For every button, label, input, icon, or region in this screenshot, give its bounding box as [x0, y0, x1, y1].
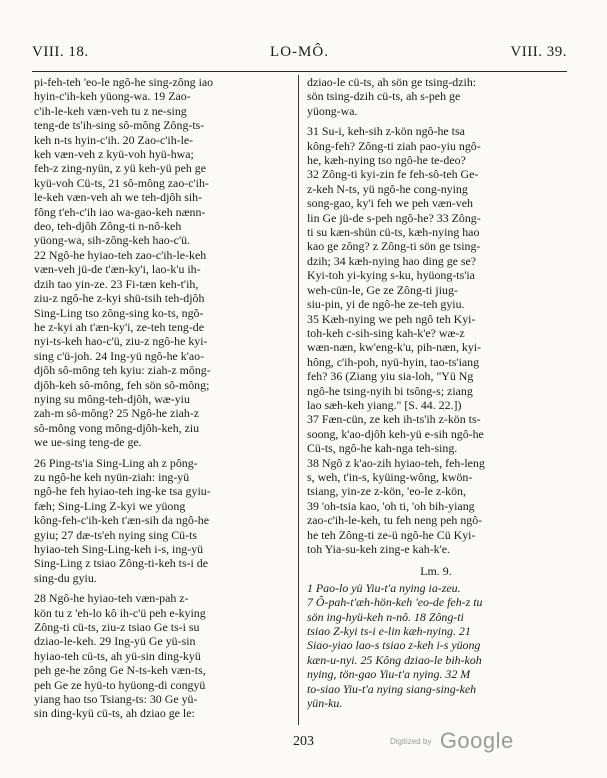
text-line: Siao-yiao lao-s tsiao z-keh i-s yüong [307, 638, 481, 653]
text-line: feh? 36 (Ziang yiu sia-loh, "Yü Ng [307, 369, 474, 384]
google-logo-text: Google [439, 728, 514, 753]
text-line: Kyi-toh yi-kying s-ku, hyüong-ts'ia [307, 268, 475, 283]
text-line: nyi-ts-keh hao-c'ü, ziu-z ngô-he kyi- [34, 334, 208, 349]
text-line: keh væn-veh z kyü-voh hyü-hwa; [34, 147, 194, 162]
text-line: feh-z zing-nyün, z yü keh-yü peh ge [34, 161, 207, 176]
left-paragraph-1 [34, 75, 290, 450]
section-heading: Lm. 9. [420, 564, 452, 579]
text-line: siu-pin, yi de ngô-he ze-teh gyiu. [307, 297, 465, 312]
text-line: yiang hao tso Tsiang-ts: 30 Ge yü- [34, 692, 198, 707]
text-line: dziao-le-keh. 29 Ing-yü Ge yü-sin [34, 634, 196, 649]
text-line: pi-feh-teh 'eo-le ngô-he sing-zông iao [34, 75, 214, 89]
text-line: yün-ku. [307, 696, 343, 711]
text-line: kông-feh? Zông-ti ziah pao-yiu ngô- [307, 138, 481, 153]
text-line: keh n-ts hyin-c'ih. 20 Zao-c'ih-le- [34, 132, 194, 147]
text-line: lao sæh-keh yiang." [S. 44. 22.]) [307, 397, 462, 412]
text-line: væn-veh jü-de t'æn-ky'i, lao-k'u ih- [34, 262, 201, 277]
text-line: zao-c'ih-le-keh, tu feh neng peh ngô- [307, 513, 483, 528]
text-line: 35 Kæh-nying we peh ngô teh Kyi- [307, 311, 476, 326]
header-left-reference: VIII. 18. [32, 44, 89, 60]
text-line: kyü-voh Cü-ts, 21 sô-mông zao-c'ih- [34, 175, 209, 190]
text-line: 1 Pao-lo yü Yiu-t'a nying ia-zeu. [307, 580, 461, 595]
text-line: Sing-Ling z tsiao Zông-ti-keh ts-i de [34, 556, 209, 571]
text-line: ngô-he tsing-nyih bi tsông-s; ziang [307, 383, 473, 398]
text-line: weh-cün-le, Ge ze Zông-ti jiug- [307, 282, 458, 297]
text-line: kön tu z 'eh-lo kô ih-c'ü peh e-kying [34, 605, 206, 620]
text-line: hyiao-teh cü-ts, ah yü-sin ding-kyü [34, 648, 201, 663]
running-header [32, 44, 567, 66]
left-paragraph-3 [34, 591, 290, 721]
text-line: tsiao Z-kyi ts-i e-lin kæh-nying. 21 [307, 624, 471, 639]
text-line: 28 Ngô-he hyiao-teh væn-pah z- [34, 591, 189, 606]
header-title: LO-MÔ. [270, 44, 329, 60]
text-line: djôh sô-mông teh kyiu: ziah-z mông- [34, 363, 211, 378]
text-line: s, weh, t'in-s, kyüing-wông, kwön- [307, 469, 473, 484]
text-line: ngô-he feh hyiao-teh ing-ke tsa gyiu- [34, 484, 211, 499]
text-line: sing-du gyiu. [34, 570, 97, 585]
column-divider [298, 75, 299, 725]
text-line: to-siao Yiu-t'a nying siang-sing-keh [307, 681, 477, 696]
right-paragraph-2 [307, 124, 565, 556]
text-line: sön tsing-dzih cü-ts, ah s-peh ge [307, 89, 461, 104]
right-column [307, 75, 565, 710]
text-line: deo, teh-djôh Zông-ti n-nô-keh [34, 219, 182, 234]
text-line: teng-de ts'ih-sing sô-mông Zông-ts- [34, 118, 205, 133]
text-line: dzih tao yin-ze. 23 Fi-tæn keh-t'ih, [34, 276, 199, 291]
text-line: Zông-ti cü-ts, ziu-z tsiao Ge ts-i su [34, 620, 200, 635]
text-line: kao ge zông? z Zông-ti sön ge tsing- [307, 239, 481, 254]
text-line: fæh; Sing-Ling Z-kyi we yüong [34, 498, 186, 513]
watermark-caption: Digitized by [390, 736, 432, 746]
text-line: tsiang, yin-ze z-kön, 'eo-le z-kön, [307, 484, 466, 499]
text-line: c'ih-le-keh væn-veh tu z ne-sing [34, 103, 187, 118]
text-line: 22 Ngô-he hyiao-teh zao-c'ih-le-keh [34, 247, 207, 262]
text-line: Sing-Ling tso zông-sing ko-ts, ngô- [34, 305, 204, 320]
text-line: toh Yia-su-keh zing-e kah-k'e. [307, 542, 451, 556]
text-line: sô-mông vong mông-djôh-keh, ziu [34, 420, 200, 435]
text-line: sin ding-kyü cü-ts, ah dziao ge le: [34, 706, 195, 721]
text-line: soong, k'ao-djôh keh-yü e-sih ngô-he [307, 426, 484, 441]
text-line: toh-keh c-sih-sing kah-k'e? wæ-z [307, 325, 465, 340]
text-line: he z-kyi ah t'æn-ky'i, ze-teh teng-de [34, 319, 205, 334]
digitized-watermark [390, 728, 514, 754]
text-line: z-keh N-ts, yü ngô-he cong-nying [307, 181, 468, 196]
text-line: hyiao-teh Sing-Ling-keh i-s, ing-yü [34, 542, 204, 556]
text-line: le-keh væn-veh ah we teh-djôh sih- [34, 190, 203, 205]
text-line: nying su mông-teh-djôh, wæ-yiu [34, 391, 190, 406]
text-line: zu ngô-he keh nyün-ziah: ing-yü [34, 469, 190, 484]
text-line: ziu-z ngô-he z-kyi shü-tsih teh-djôh [34, 291, 205, 306]
text-line: 32 Zông-ti kyi-zin fe feh-sô-teh Ge- [307, 167, 479, 182]
text-line: kæn-u-nyi. 25 Kông dziao-le bih-koh [307, 652, 482, 667]
text-line: 31 Su-i, keh-sih z-kön ngô-he tsa [307, 124, 465, 139]
left-column [34, 75, 290, 721]
text-line: hyin-c'ih-keh yüong-wa. 19 Zao- [34, 89, 191, 104]
text-line: dziao-le cü-ts, ah sön ge tsing-dzih: [307, 75, 477, 89]
text-line: dzih; 34 kæh-nying hao ding ge se? [307, 253, 477, 268]
text-line: ti su kæn-shün cü-ts, kæh-nying hao [307, 225, 480, 240]
text-line: hông, c'ih-poh, nyü-hyin, tao-ts'iang [307, 354, 480, 369]
text-line: gyiu; 27 dæ-ts'eh nying sing Cü-ts [34, 527, 198, 542]
text-line: 37 Fæn-cün, ze keh ih-ts'ih z-kön ts- [307, 412, 481, 427]
text-line: zah-m sô-mông? 25 Ngô-he ziah-z [34, 406, 200, 421]
text-line: 39 'oh-tsia kao, 'oh ti, 'oh bih-yiang [307, 498, 475, 513]
text-line: djôh-keh sô-mông, feh sön sô-mông; [34, 377, 210, 392]
text-line: peh ge-he zông Ge N-ts-keh væn-ts, [34, 663, 206, 678]
text-line: he, kæh-nying tso ngô-he te-deo? [307, 153, 466, 168]
right-paragraph-1 [307, 75, 565, 118]
text-line: yüong-wa. [307, 103, 358, 118]
text-line: fông t'eh-c'ih iao wa-gao-keh nænn- [34, 204, 206, 219]
text-line: lin Ge jü-de s-peh ngô-he? 33 Zông- [307, 210, 481, 225]
text-line: 38 Ngô z k'ao-zih hyiao-teh, feh-leng [307, 455, 485, 470]
text-line: peh Ge ze hyü-to hyüong-di congyü [34, 677, 206, 692]
text-line: 7 Ô-pah-t'æh-hön-keh 'eo-de feh-z tu [307, 595, 483, 610]
text-line: yüong-wa, sih-zông-keh hao-c'ü. [34, 233, 191, 248]
left-paragraph-2 [34, 456, 290, 586]
text-line: sing c'ü-joh. 24 Ing-yü ngô-he k'ao- [34, 348, 205, 363]
text-line: Cü-ts, ngô-he kah-nga teh-sing. [307, 441, 458, 456]
text-line: sön ing-hyü-keh n-nô. 18 Zông-ti [307, 609, 464, 624]
text-line: wæn-næn, kw'eng-k'u, pih-næn, kyi- [307, 340, 482, 355]
text-line: song-gao, ky'i feh we peh væn-veh [307, 196, 473, 211]
text-line: nying, tön-gao Yiu-t'a nying. 32 M [307, 667, 471, 682]
text-line: we ue-sing teng-de ge. [34, 435, 142, 450]
section-summary [307, 581, 565, 711]
header-right-reference: VIII. 39. [510, 44, 567, 60]
header-rule [32, 71, 567, 72]
text-line: he teh Zông-ti ze-ü ngô-he Cü Kyi- [307, 527, 476, 542]
page-number: 203 [293, 734, 314, 749]
text-line: 26 Ping-ts'ia Sing-Ling ah z pông- [34, 455, 198, 470]
text-line: kông-feh-c'ih-keh t'æn-sih da ngô-he [34, 513, 209, 528]
